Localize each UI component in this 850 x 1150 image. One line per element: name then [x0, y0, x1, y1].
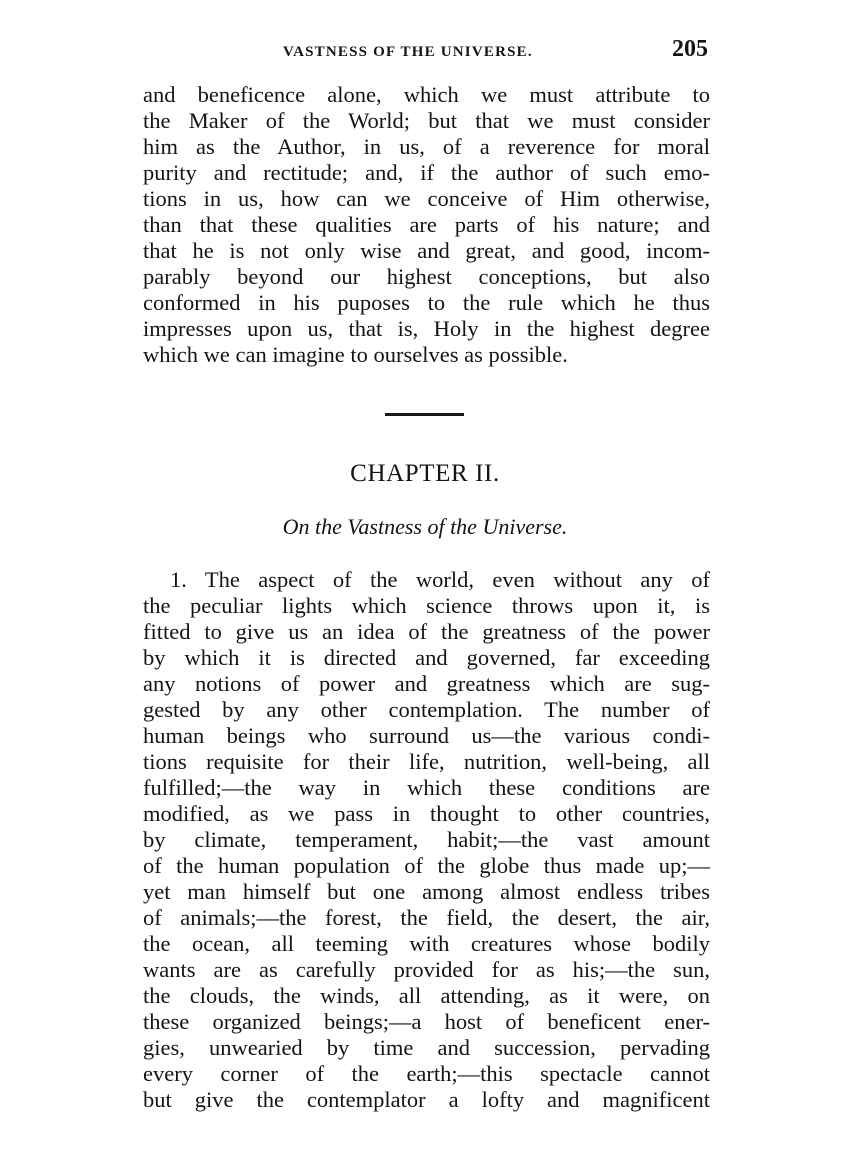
text-line: than that these qualities are parts of his nature; and — [143, 212, 710, 237]
text-line: fulfilled;—the way in which these conditions are — [143, 775, 710, 800]
text-line: 1. The aspect of the world, even without any of — [170, 567, 710, 592]
text-line: the ocean, all teeming with creatures whose bodily — [143, 931, 710, 956]
running-title: VASTNESS OF THE UNIVERSE. — [283, 44, 533, 60]
text-line: the Maker of the World; but that we must consider — [143, 108, 710, 133]
page-number: 205 — [672, 36, 708, 62]
text-line: these organized beings;—a host of beneficent ener- — [143, 1009, 710, 1034]
text-line: every corner of the earth;—this spectacle cannot — [143, 1061, 710, 1086]
text-line: by which it is directed and governed, far exceeding — [143, 645, 710, 670]
text-line: but give the contemplator a lofty and magnificent — [143, 1087, 710, 1112]
text-line: the clouds, the winds, all attending, as it were, on — [143, 983, 710, 1008]
text-line: that he is not only wise and great, and good, incom- — [143, 238, 710, 263]
text-line: of the human population of the globe thus made up;— — [143, 853, 710, 878]
text-line: of animals;—the forest, the field, the desert, the air, — [143, 905, 710, 930]
text-line: human beings who surround us—the various condi- — [143, 723, 710, 748]
page-header — [143, 36, 710, 66]
text-line: gested by any other contemplation. The number of — [143, 697, 710, 722]
text-line: by climate, temperament, habit;—the vast amount — [143, 827, 710, 852]
text-line: him as the Author, in us, of a reverence for moral — [143, 134, 710, 159]
text-line: fitted to give us an idea of the greatness of the power — [143, 619, 710, 644]
text-line: tions in us, how can we conceive of Him otherwise, — [143, 186, 710, 211]
text-line: parably beyond our highest conceptions, but also — [143, 264, 710, 289]
text-line: yet man himself but one among almost endless tribes — [143, 879, 710, 904]
text-line: purity and rectitude; and, if the author of such emo- — [143, 160, 710, 185]
chapter-title: CHAPTER II. — [350, 460, 500, 487]
text-line: any notions of power and greatness which are sug- — [143, 671, 710, 696]
text-line: conformed in his puposes to the rule which he thus — [143, 290, 710, 315]
chapter-subtitle: On the Vastness of the Universe. — [282, 514, 568, 539]
text-line: tions requisite for their life, nutrition, well-being, all — [143, 749, 710, 774]
text-line: gies, unwearied by time and succession, pervading — [143, 1035, 710, 1060]
text-line: and beneficence alone, which we must attribute to — [143, 82, 710, 107]
text-line: modified, as we pass in thought to other countries, — [143, 801, 710, 826]
text-line: impresses upon us, that is, Holy in the highest degree — [143, 316, 710, 341]
text-line: wants are as carefully provided for as his;—the sun, — [143, 957, 710, 982]
section-divider — [385, 413, 464, 416]
text-line: which we can imagine to ourselves as possible. — [143, 342, 568, 367]
text-line: the peculiar lights which science throws upon it, is — [143, 593, 710, 618]
